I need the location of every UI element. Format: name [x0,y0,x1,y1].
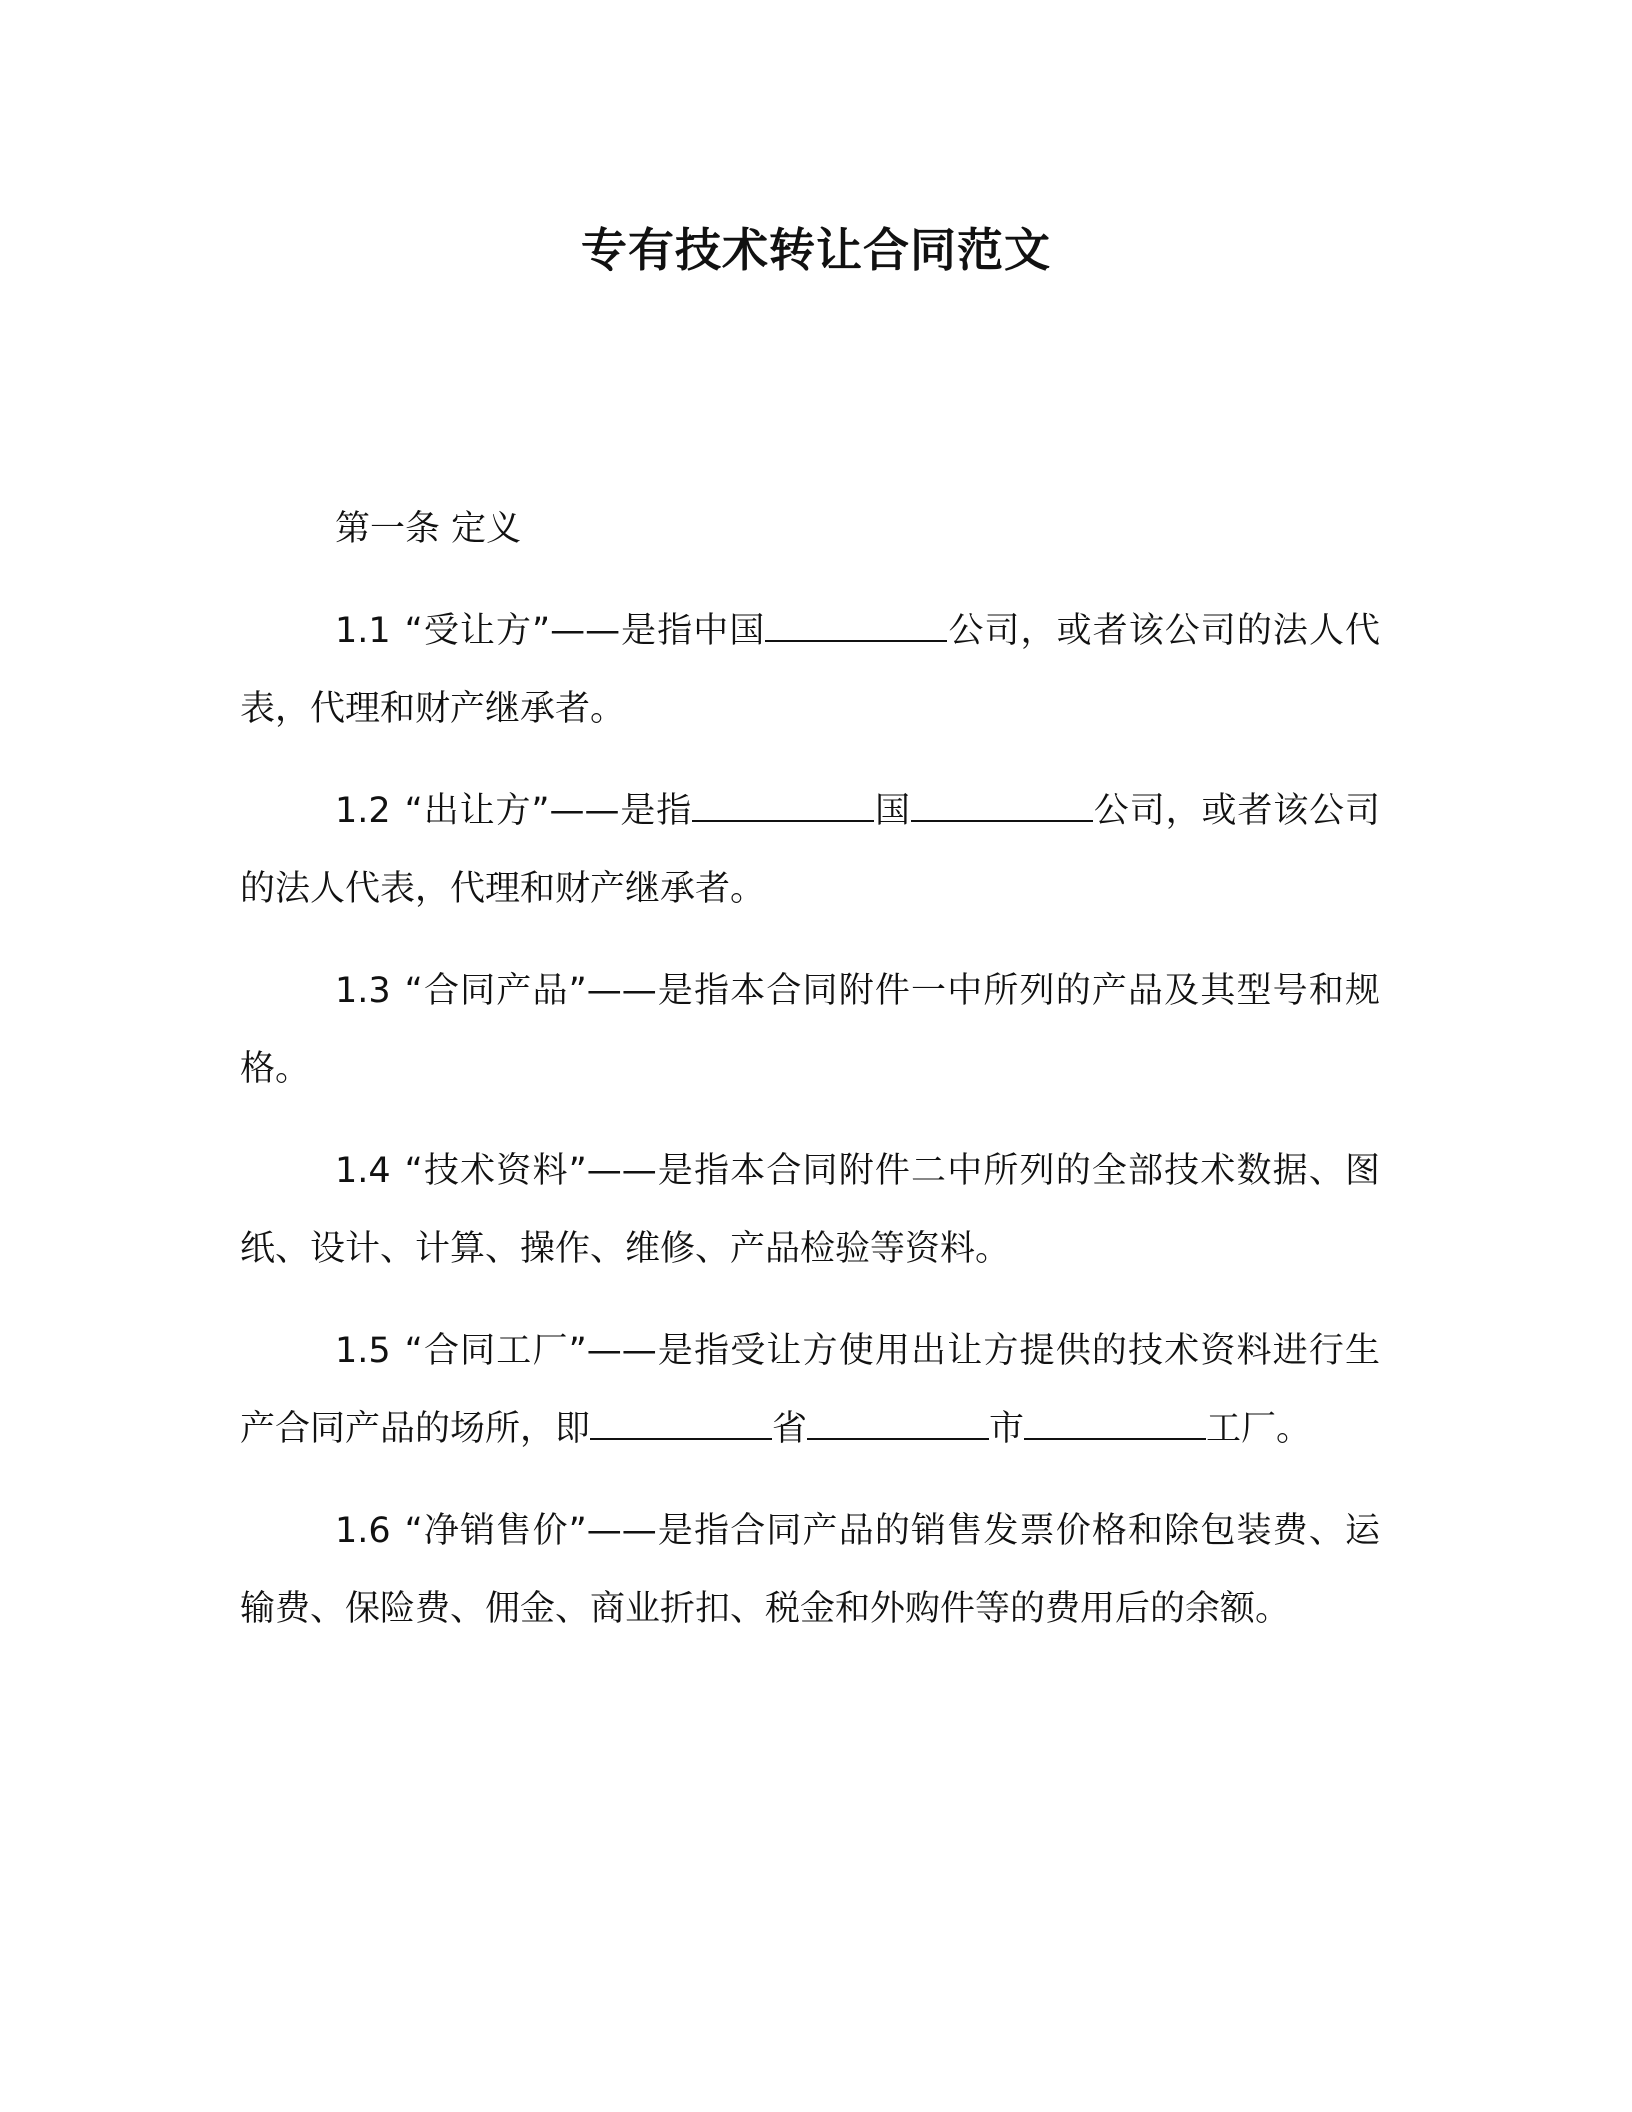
fill-blank[interactable] [692,790,874,822]
clause-text: 省 [772,1409,808,1449]
clause-1-6 [240,1492,1380,1648]
clause-text: 工厂。 [1206,1409,1312,1449]
clause-1-5 [240,1312,1380,1468]
clause-number: 1.1 [335,611,391,651]
document-body [240,490,1380,1672]
document-title: 专有技术转让合同范文 [581,223,1051,277]
clause-text: “合同工厂”——是指受让方使用出让方提供的技术资料进行生产合同产品的场所，即 [240,1331,1380,1449]
fill-blank[interactable] [1024,1408,1206,1440]
clause-number: 1.4 [335,1151,391,1191]
clause-1-4 [240,1132,1380,1288]
clause-text: “合同产品”——是指本合同附件一中所列的产品及其型号和规格。 [240,971,1380,1089]
clause-number: 1.3 [335,971,391,1011]
clause-text: “出让方”——是指 [404,791,693,831]
fill-blank[interactable] [765,610,947,642]
clause-text: 公司，或者该公司的法人代表，代理和财产继承者。 [240,791,1380,909]
section-heading: 第一条 定义 [335,509,522,549]
fill-blank[interactable] [911,790,1093,822]
clause-text: “技术资料”——是指本合同附件二中所列的全部技术数据、图纸、设计、计算、操作、维修、产品检验等资料。 [240,1151,1380,1269]
clause-text: 公司，或者该公司的法人代表，代理和财产继承者。 [240,611,1380,729]
clause-text: 市 [989,1409,1025,1449]
clause-text: 国 [874,791,911,831]
clause-number: 1.2 [335,791,391,831]
clause-text: “净销售价”——是指合同产品的销售发票价格和除包装费、运输费、保险费、佣金、商业折扣、税金和外购件等的费用后的余额。 [240,1511,1380,1629]
clause-1-3 [240,952,1380,1108]
fill-blank[interactable] [807,1408,989,1440]
fill-blank[interactable] [590,1408,772,1440]
clause-number: 1.5 [335,1331,391,1371]
clause-text: “受让方”——是指中国 [404,611,766,651]
clause-1-2 [240,772,1380,928]
clause-1-1 [240,592,1380,748]
clause-number: 1.6 [335,1511,391,1551]
